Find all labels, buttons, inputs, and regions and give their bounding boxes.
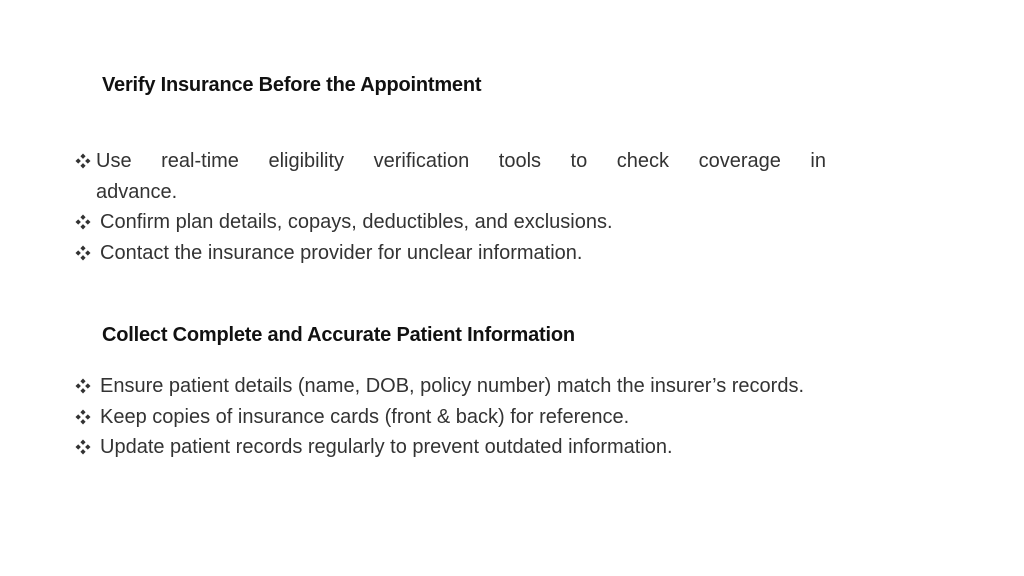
- bullet-list-patient-information: [74, 371, 877, 463]
- list-item: [74, 402, 877, 433]
- diamond-bullet-icon: [74, 207, 92, 237]
- diamond-bullet-icon: [74, 402, 92, 432]
- bullet-text: Ensure patient details (name, DOB, policy number) match the insurer’s records.: [100, 375, 805, 397]
- diamond-bullet-icon: [74, 146, 92, 176]
- section-heading-verify-insurance: Verify Insurance Before the Appointment: [102, 74, 482, 96]
- section-heading-patient-information: Collect Complete and Accurate Patient Information: [102, 324, 575, 346]
- bullet-text: Contact the insurance provider for unclear information.: [100, 241, 583, 264]
- list-item: [74, 207, 826, 238]
- bullet-list-verify-insurance: [74, 146, 826, 268]
- list-item: [74, 432, 877, 463]
- diamond-bullet-icon: [74, 371, 92, 401]
- bullet-text: Keep copies of insurance cards (front & back) for reference.: [100, 405, 630, 428]
- bullet-text: Update patient records regularly to prevent outdated information.: [100, 436, 673, 458]
- list-item: [74, 371, 877, 402]
- diamond-bullet-icon: [74, 432, 92, 462]
- list-item: [74, 146, 826, 207]
- bullet-text: Confirm plan details, copays, deductibles, and exclusions.: [100, 211, 613, 233]
- bullet-text: Use real-time eligibility verification tools to check coverage in advance.: [96, 150, 826, 203]
- diamond-bullet-icon: [74, 238, 92, 268]
- list-item: [74, 238, 826, 269]
